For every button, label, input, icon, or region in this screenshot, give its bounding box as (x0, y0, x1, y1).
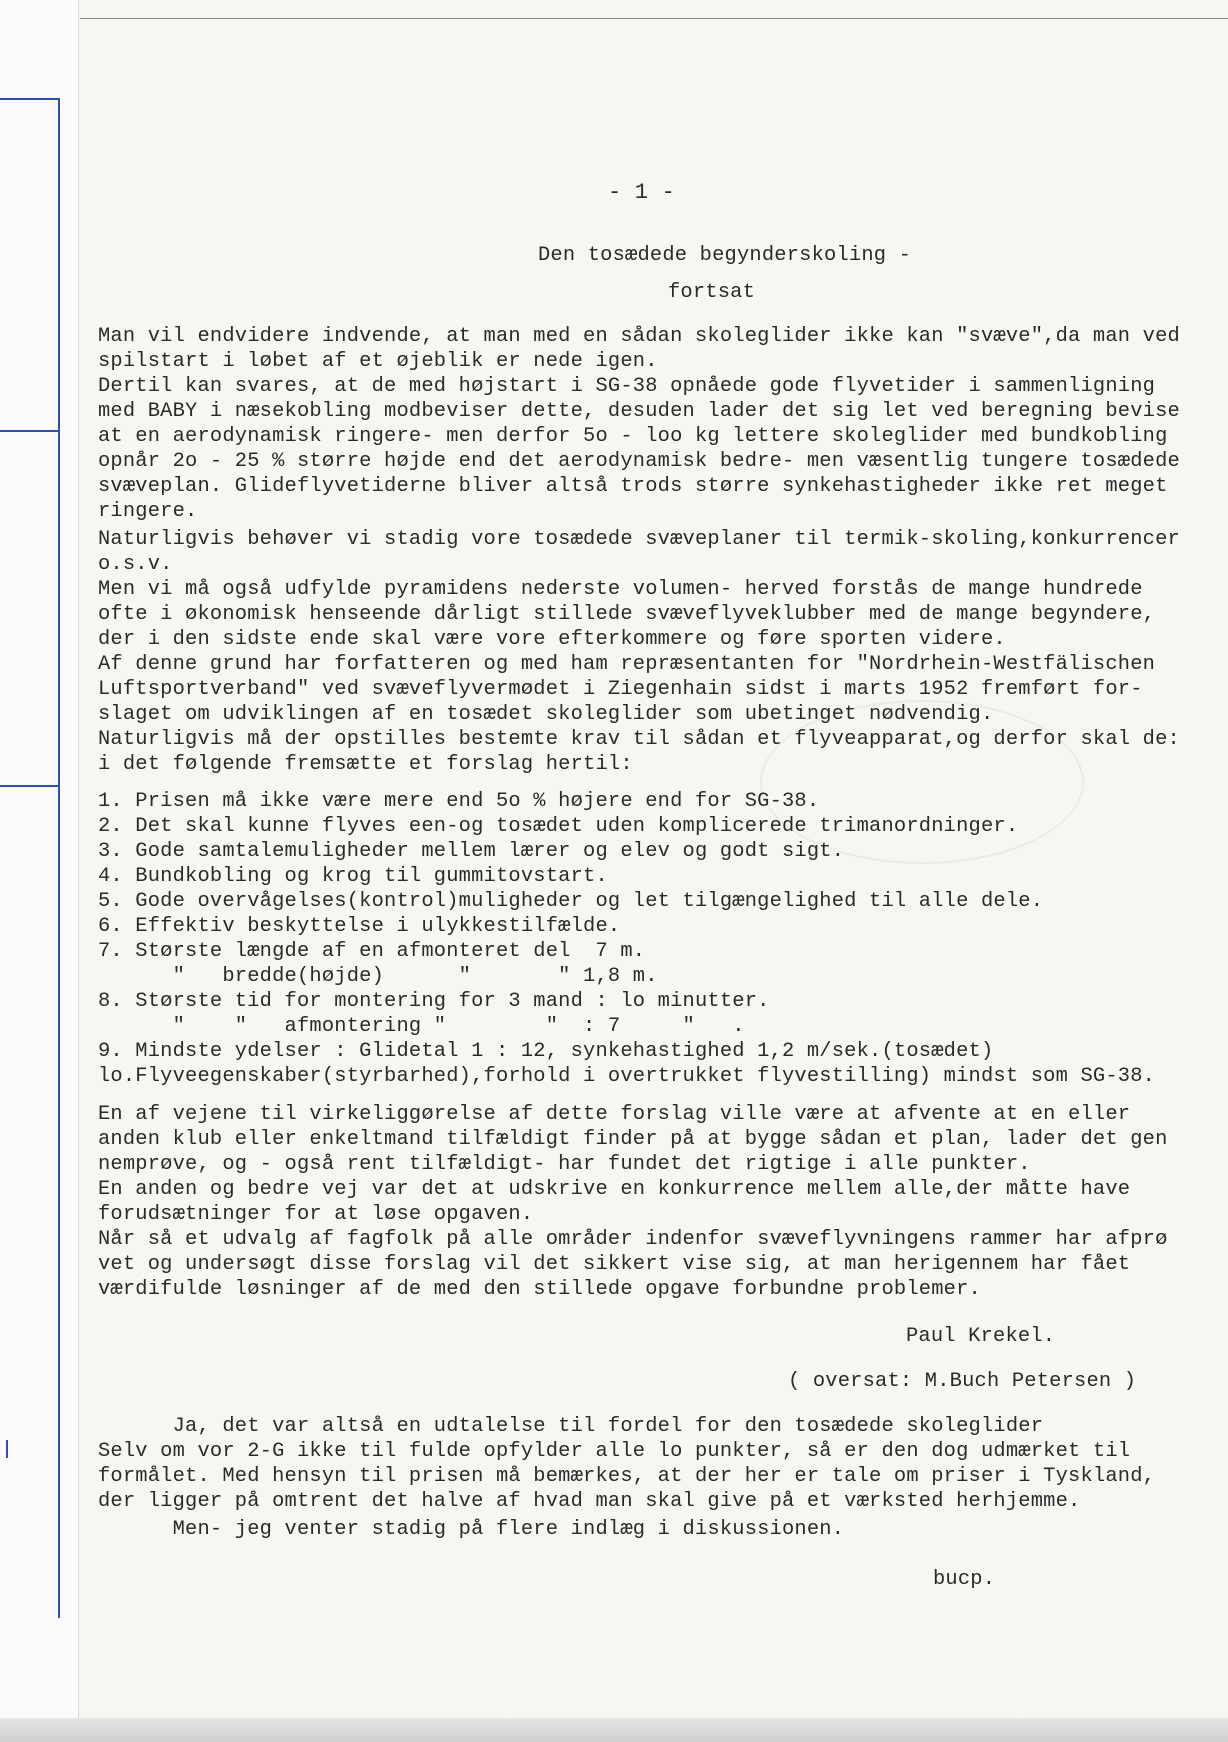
requirement-item: 8. Største tid for montering for 3 mand : lo minutter. (98, 990, 770, 1013)
blue-margin-mark (6, 1440, 8, 1458)
editor-note-line: der ligger på omtrent det halve af hvad man skal give på et værksted herhjemme. (98, 1490, 1081, 1513)
editor-note-line: Ja, det var altså en udtalelse til fordel for den tosædede skoleglider (98, 1415, 1044, 1438)
closing-line: nemprøve, og - også rent tilfældigt- har fundet det rigtige i alle punkter. (98, 1153, 1031, 1176)
body-line: Luftsportverband" ved svæveflyvermødet i Ziegenhain sidst i marts 1952 fremført for- (98, 678, 1143, 701)
blue-margin-frame (0, 98, 60, 1618)
body-line: der i den sidste ende skal være vore efterkommere og føre sporten videre. (98, 628, 1006, 651)
author-signature: Paul Krekel. (906, 1325, 1056, 1348)
closing-line: En anden og bedre vej var det at udskrive en konkurrence mellem alle,der måtte have (98, 1178, 1131, 1201)
closing-line: Når så et udvalg af fagfolk på alle områder indenfor svæveflyvningens rammer har afprø (98, 1228, 1168, 1251)
body-line: Men vi må også udfylde pyramidens nederste volumen- herved forstås de mange hundrede (98, 578, 1143, 601)
editor-note-line: formålet. Med hensyn til prisen må bemærkes, at der her er tale om priser i Tyskland, (98, 1465, 1156, 1488)
requirement-item: 6. Effektiv beskyttelse i ulykkestilfælde. (98, 915, 621, 938)
article-title: Den tosædede begynderskoling - (538, 244, 912, 267)
requirement-item: 2. Det skal kunne flyves een-og tosædet uden komplicerede trimanordninger. (98, 815, 1019, 838)
page-bottom-edge (0, 1718, 1228, 1742)
body-line: svæveplan. Glideflyvetiderne bliver altså trods større synkehastigheder ikke ret meget (98, 475, 1168, 498)
body-line: spilstart i løbet af et øjeblik er nede igen. (98, 350, 658, 373)
body-line: Af denne grund har forfatteren og med ham repræsentanten for "Nordrhein-Westfälischen (98, 653, 1156, 676)
blue-margin-rule (0, 430, 60, 432)
body-line: o.s.v. (98, 553, 173, 576)
translator-credit: ( oversat: M.Buch Petersen ) (788, 1370, 1137, 1393)
requirement-item: " bredde(højde) " " 1,8 m. (98, 965, 658, 988)
body-line: Naturligvis behøver vi stadig vore tosædede svæveplaner til termik-skoling,konkurrencer (98, 528, 1180, 551)
body-line: at en aerodynamisk ringere- men derfor 5o - loo kg lettere skoleglider med bundkobling (98, 425, 1168, 448)
body-line: ringere. (98, 500, 198, 523)
closing-line: anden klub eller enkeltmand tilfældigt finder på at bygge sådan et plan, lader det gen (98, 1128, 1168, 1151)
editor-note-line: Selv om vor 2-G ikke til fulde opfylder alle lo punkter, så er den dog udmærket til (98, 1440, 1131, 1463)
editor-note-line: Men- jeg venter stadig på flere indlæg i diskussionen. (98, 1518, 845, 1541)
body-line: i det følgende fremsætte et forslag hertil: (98, 753, 633, 776)
closing-line: værdifulde løsninger af de med den stillede opgave forbundne problemer. (98, 1278, 981, 1301)
article-subtitle: fortsat (668, 281, 756, 304)
requirement-item: lo.Flyveegenskaber(styrbarhed),forhold i overtrukket flyvestilling) mindst som SG-38. (98, 1065, 1156, 1088)
requirement-item: 9. Mindste ydelser : Glidetal 1 : 12, synkehastighed 1,2 m/sek.(tosædet) (98, 1040, 994, 1063)
blue-margin-rule (0, 785, 60, 787)
requirement-item: " " afmontering " " : 7 " . (98, 1015, 745, 1038)
requirement-item: 7. Største længde af en afmonteret del 7 m. (98, 940, 646, 963)
closing-line: En af vejene til virkeliggørelse af dette forslag ville være at afvente at en eller (98, 1103, 1131, 1126)
body-line: ofte i økonomisk henseende dårligt stillede svæveflyveklubber med de mange begyndere, (98, 603, 1156, 626)
typewritten-text (98, 0, 1228, 1591)
editor-signature: bucp. (933, 1568, 996, 1591)
body-line: Naturligvis må der opstilles bestemte krav til sådan et flyveapparat,og derfor skal de: (98, 728, 1180, 751)
body-line: Man vil endvidere indvende, at man med en sådan skoleglider ikke kan "svæve",da man ved (98, 325, 1180, 348)
left-margin-strip (0, 0, 79, 1742)
requirement-item: 1. Prisen må ikke være mere end 5o % højere end for SG-38. (98, 790, 820, 813)
requirement-item: 5. Gode overvågelses(kontrol)muligheder og let tilgængelighed til alle dele. (98, 890, 1044, 913)
requirement-item: 4. Bundkobling og krog til gummitovstart. (98, 865, 608, 888)
body-line: Dertil kan svares, at de med højstart i SG-38 opnåede gode flyvetider i sammenligning (98, 375, 1156, 398)
body-line: slaget om udviklingen af en tosædet skoleglider som ubetinget nødvendig. (98, 703, 994, 726)
requirement-item: 3. Gode samtalemuligheder mellem lærer og elev og godt sigt. (98, 840, 845, 863)
body-line: opnår 2o - 25 % større højde end det aerodynamisk bedre- men væsentlig tungere tosædede (98, 450, 1180, 473)
page-number: - 1 - (608, 180, 676, 205)
closing-line: forudsætninger for at løse opgaven. (98, 1203, 534, 1226)
closing-line: vet og undersøgt disse forslag vil det sikkert vise sig, at man herigennem har fået (98, 1253, 1131, 1276)
body-line: med BABY i næsekobling modbeviser dette, desuden lader det sig let ved beregning bevise (98, 400, 1180, 423)
